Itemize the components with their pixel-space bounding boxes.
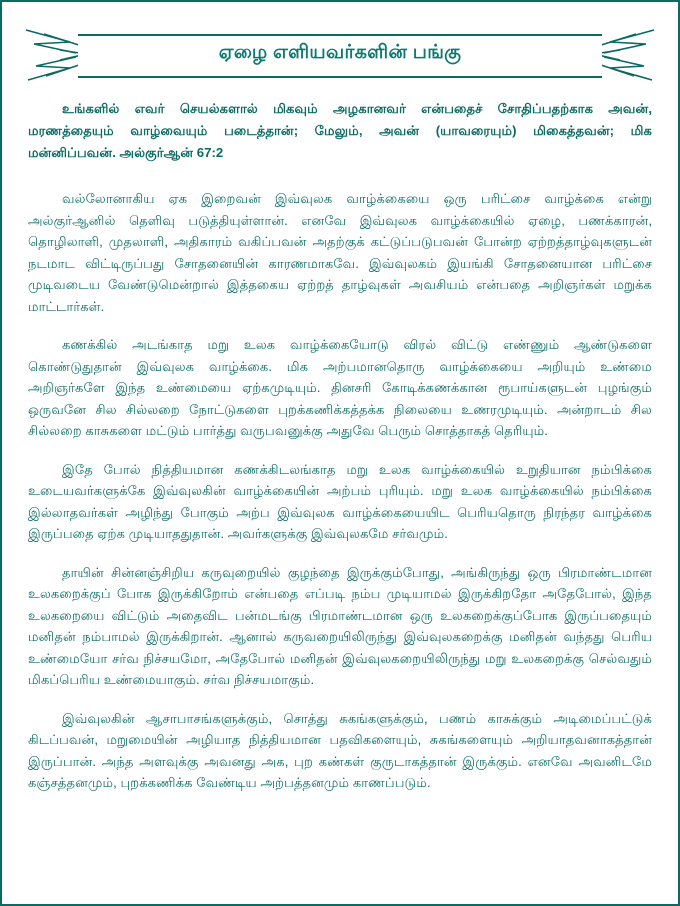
quran-quote: உங்களில் எவர் செயல்களால் மிகவும் அழகானவர் என்பதைச் சோதிப்பதற்காக அவன், மரணத்தையும் வாழ்வையும் படைத்தான்; மேலும், அவன் (யாவரையும்) மிகைத்தவன்; மிக மன்னிப்பவன். அல்குர்ஆன் 67:2 xyxy=(28,101,652,160)
title-banner xyxy=(28,26,652,84)
document-content xyxy=(2,2,678,904)
paragraph-5: இவ்வுலகின் ஆசாபாசங்களுக்கும், சொத்து சுகங்களுக்கும், பணம் காசுக்கும் அடிமைப்பட்டுக் கிடப்பவன், மறுமையின் அழியாத நித்தியமான பதவிகளையும், சுகங்களையும் அறியாதவனாகத்தான் இருப்பான். அந்த அளவுக்கு அவனது அக, புற கண்கள் குருடாகத்தான் இருக்கும். எனவே அவனிடமே கஞ்சத்தனமும், புறக்கணிக்க வேண்டிய அற்பத்தனமும் காணப்படும். xyxy=(28,710,652,790)
paragraph-2: கணக்கில் அடங்காத மறு உலக வாழ்க்கையோடு விரல் விட்டு எண்ணும் ஆண்டுகளை கொண்டுதுதான் இவ்வுலக வாழ்க்கை. மிக அற்பமானதொரு வாழ்க்கையை அறியும் உண்மை அறிஞர்களே இந்த உண்மையை ஏற்கமுடியும். தினசரி கோடிக்கணக்கான ரூபாய்களுடன் புழங்கும் ஒருவனே சில சில்லறை நோட்டுகளை புறக்கணிக்கத்தக்க நிலையை உணரமுடியும். அன்றாடம் சில சில்லறை காசுகளை மட்டும் பார்த்து வருபவனுக்கு அதுவே பெரும் சொத்தாகத் தெரியும். xyxy=(28,337,652,438)
page-title: ஏழை எளியவர்களின் பங்கு xyxy=(218,42,462,63)
paragraph-1: வல்லோனாகிய ஏக இறைவன் இவ்வுலக வாழ்க்கையை ஒரு பரிட்சை வாழ்க்கை என்று அல்குர்ஆனில் தெளிவு படுத்தியுள்ளான். எனவே இவ்வுலக வாழ்க்கையில் ஏழை, பணக்காரன், தொழிலாளி, முதலாளி, அதிகாரம் வகிப்பவன் அதற்குக் கட்டுப்படுபவன் போன்ற ஏற்றத்தாழ்வுகளுடன் நடமாட விட்டிருப்பது சோதனையின் காரணமாகவே. இவ்வுலகம் இயங்கி சோதனையான பரிட்சை முடிவடைய வேண்டுமென்றால் இத்தகைய ஏற்றத் தாழ்வுகள் அவசியம் என்பதை அறிஞர்கள் மறுக்க மாட்டார்கள். xyxy=(28,191,652,314)
paragraph-3: இதே போல் நித்தியமான கணக்கிடலங்காத மறு உலக வாழ்க்கையில் உறுதியான நம்பிக்கை உடையவர்களுக்கே இவ்வுலகின் வாழ்க்கையின் அற்பம் புரியும். மறு உலக வாழ்க்கையில் நம்பிக்கை இல்லாதவர்கள் அழிந்து போகும் அற்ப இவ்வுலக வாழ்க்கையையிட பெரியதொரு நிரந்தர வாழ்க்கை இருப்பதை ஏற்க முடியாததுதான். அவர்களுக்கு இவ்வுலகமே சர்வமும். xyxy=(28,461,652,541)
paragraph-4: தாயின் சின்னஞ்சிறிய கருவுறையில் குழந்தை இருக்கும்போது, அங்கிருந்து ஒரு பிரமாண்டமான உலகறைக்குப் போக இருக்கிறோம் என்பதை எப்படி நம்ப முடியாமல் இருக்கிறதோ அதேபோல், இந்த உலகறையை விட்டும் அதைவிட பன்மடங்கு பிரமாண்டமான ஒரு உலகறைக்குப்போக இருப்பதையும் மனிதன் நம்பாமல் இருக்கிறான். ஆனால் கருவறையிலிருந்து இவ்வுலகறைக்கு மனிதன் வந்தது பெரிய உண்மையோ சர்வ நிச்சயமோ, அதேபோல் மனிதன் இவ்வுலகறையிலிருந்து மறு உலகறைக்கு செல்வதும் மிகப்பெரிய உண்மையாகும். சர்வ நிச்சயமாகும். xyxy=(28,564,652,687)
article-body xyxy=(28,98,652,794)
